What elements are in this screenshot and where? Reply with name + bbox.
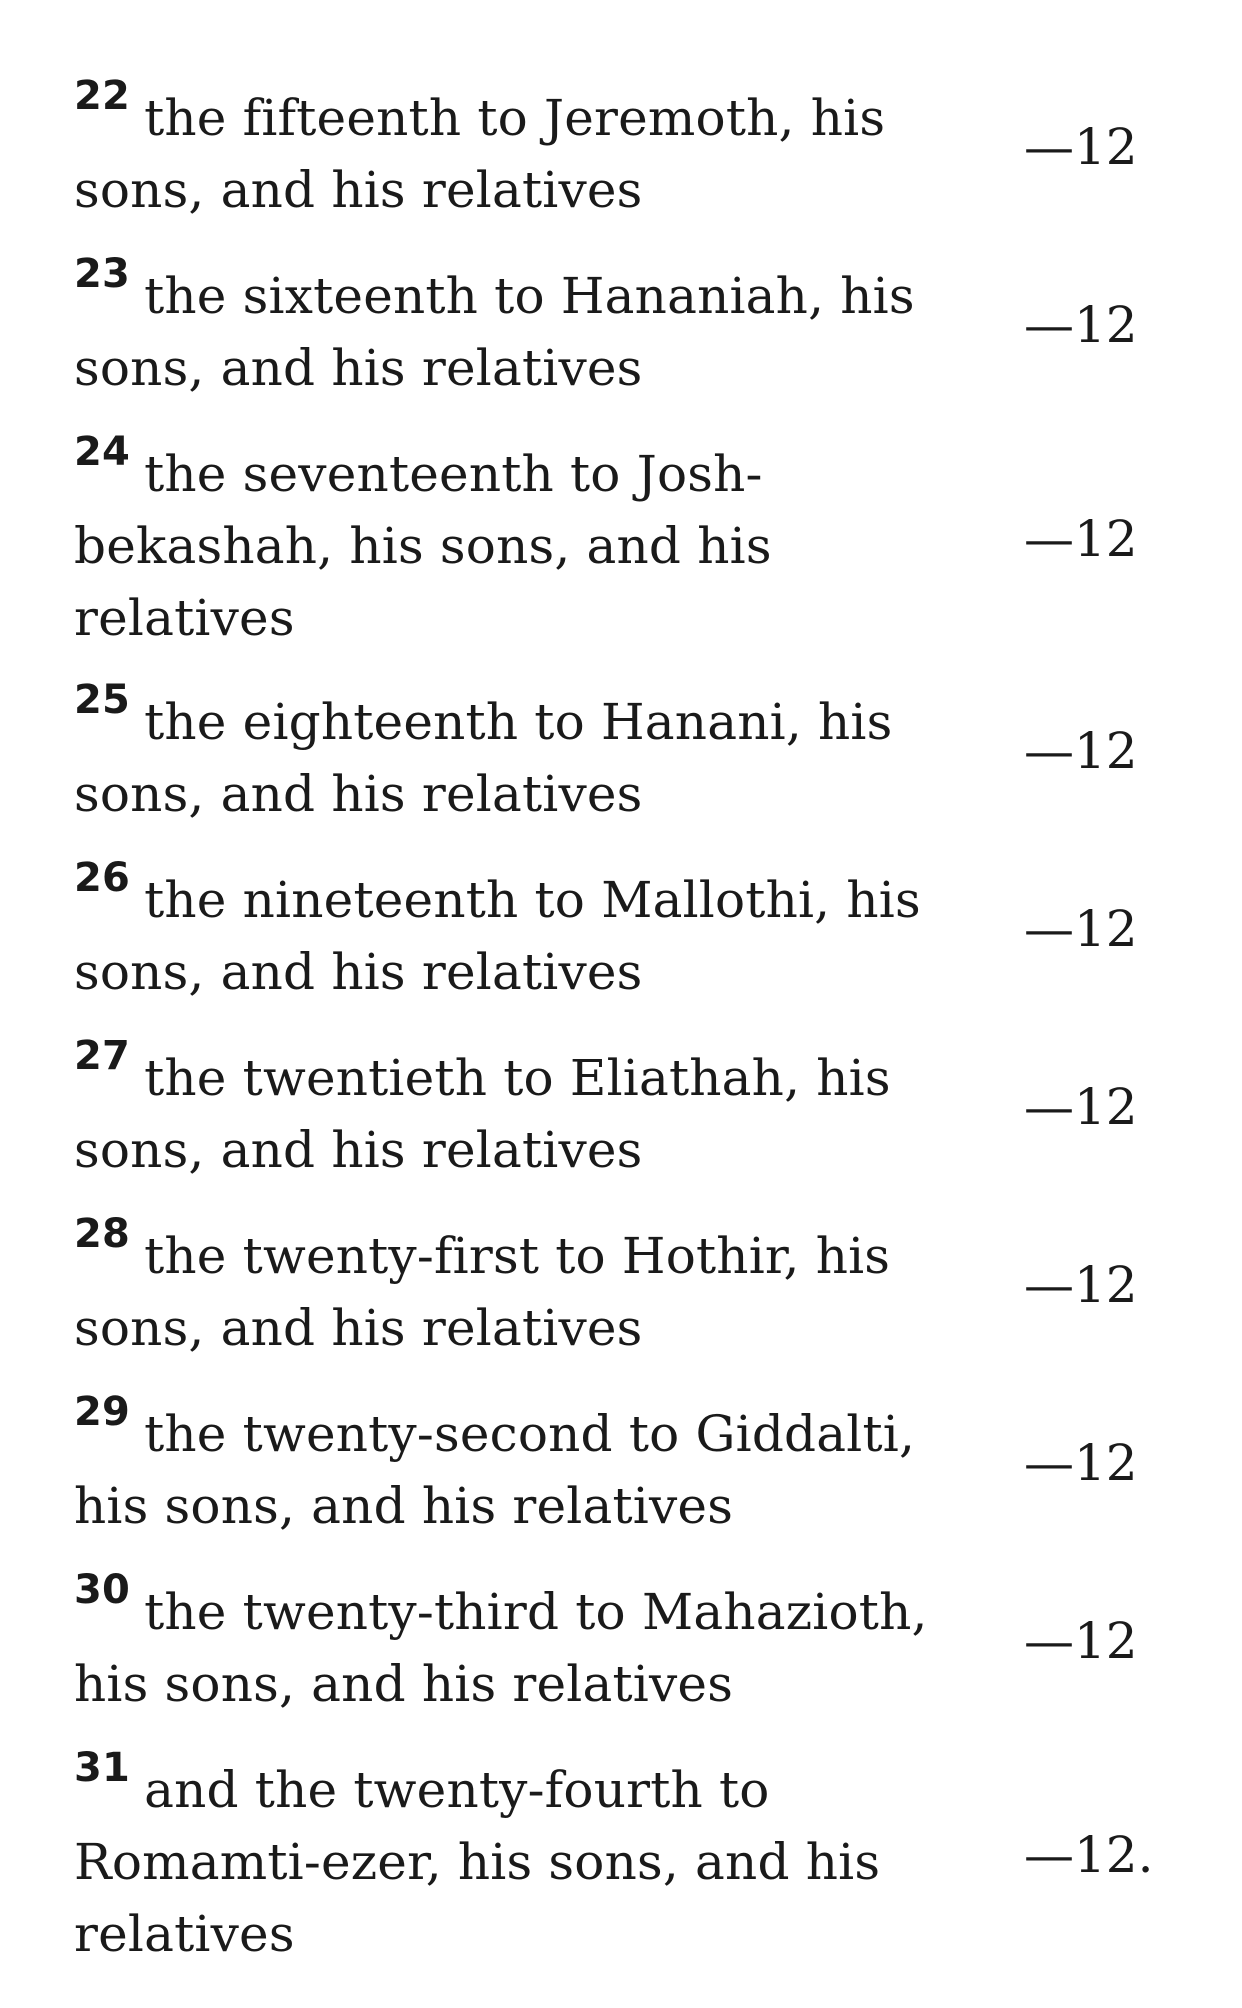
verse-text [74, 1389, 954, 1542]
verse-count: —12 [1024, 722, 1138, 780]
verse-entry-24 [74, 429, 1174, 654]
verse-number: 30 [74, 1567, 131, 1613]
verse-text [74, 73, 954, 226]
verse-entry-28 [74, 1211, 1174, 1364]
verse-entry-23 [74, 251, 1174, 404]
verse-entry-25 [74, 677, 1174, 830]
verse-number: 29 [74, 1389, 131, 1435]
verse-text [74, 855, 954, 1008]
verse-number: 23 [74, 251, 131, 297]
verse-number: 26 [74, 855, 131, 901]
verse-entry-27 [74, 1033, 1174, 1186]
verse-text [74, 1033, 954, 1186]
verse-text [74, 1211, 954, 1364]
verse-count: —12 [1024, 1434, 1138, 1492]
verse-number: 25 [74, 677, 131, 723]
verse-entry-30 [74, 1567, 1174, 1720]
verse-count: —12. [1024, 1826, 1154, 1884]
verse-text [74, 1567, 954, 1720]
verse-body: the nineteenth to Mallothi, his sons, and his relatives [74, 871, 921, 1001]
verse-entry-26 [74, 855, 1174, 1008]
verse-number: 28 [74, 1211, 131, 1257]
verse-entry-22 [74, 73, 1174, 226]
verse-body: the seventeenth to Josh-bekashah, his sons, and his relatives [74, 445, 772, 647]
verse-body: and the twenty-fourth to Romamti-ezer, his sons, and his relatives [74, 1761, 881, 1963]
verse-count: —12 [1024, 1256, 1138, 1314]
verse-count: —12 [1024, 118, 1138, 176]
verse-body: the twenty-third to Mahazioth, his sons, and his relatives [74, 1583, 928, 1713]
verse-text [74, 1745, 954, 1970]
verse-number: 27 [74, 1033, 131, 1079]
verse-text [74, 677, 954, 830]
verse-body: the twentieth to Eliathah, his sons, and his relatives [74, 1049, 891, 1179]
verse-body: the twenty-second to Giddalti, his sons, and his relatives [74, 1405, 916, 1535]
verse-body: the sixteenth to Hananiah, his sons, and his relatives [74, 267, 915, 397]
verse-entry-29 [74, 1389, 1174, 1542]
verse-body: the fifteenth to Jeremoth, his sons, and his relatives [74, 89, 886, 219]
verse-body: the twenty-first to Hothir, his sons, and his relatives [74, 1227, 891, 1357]
verse-number: 24 [74, 429, 131, 475]
verse-text [74, 251, 954, 404]
verse-count: —12 [1024, 1612, 1138, 1670]
verse-number: 22 [74, 73, 131, 119]
verse-body: the eighteenth to Hanani, his sons, and his relatives [74, 693, 893, 823]
verse-count: —12 [1024, 900, 1138, 958]
verse-count: —12 [1024, 510, 1138, 568]
verse-entry-31 [74, 1745, 1174, 1970]
verse-count: —12 [1024, 296, 1138, 354]
verse-number: 31 [74, 1745, 131, 1791]
verse-count: —12 [1024, 1078, 1138, 1136]
verse-text [74, 429, 954, 654]
